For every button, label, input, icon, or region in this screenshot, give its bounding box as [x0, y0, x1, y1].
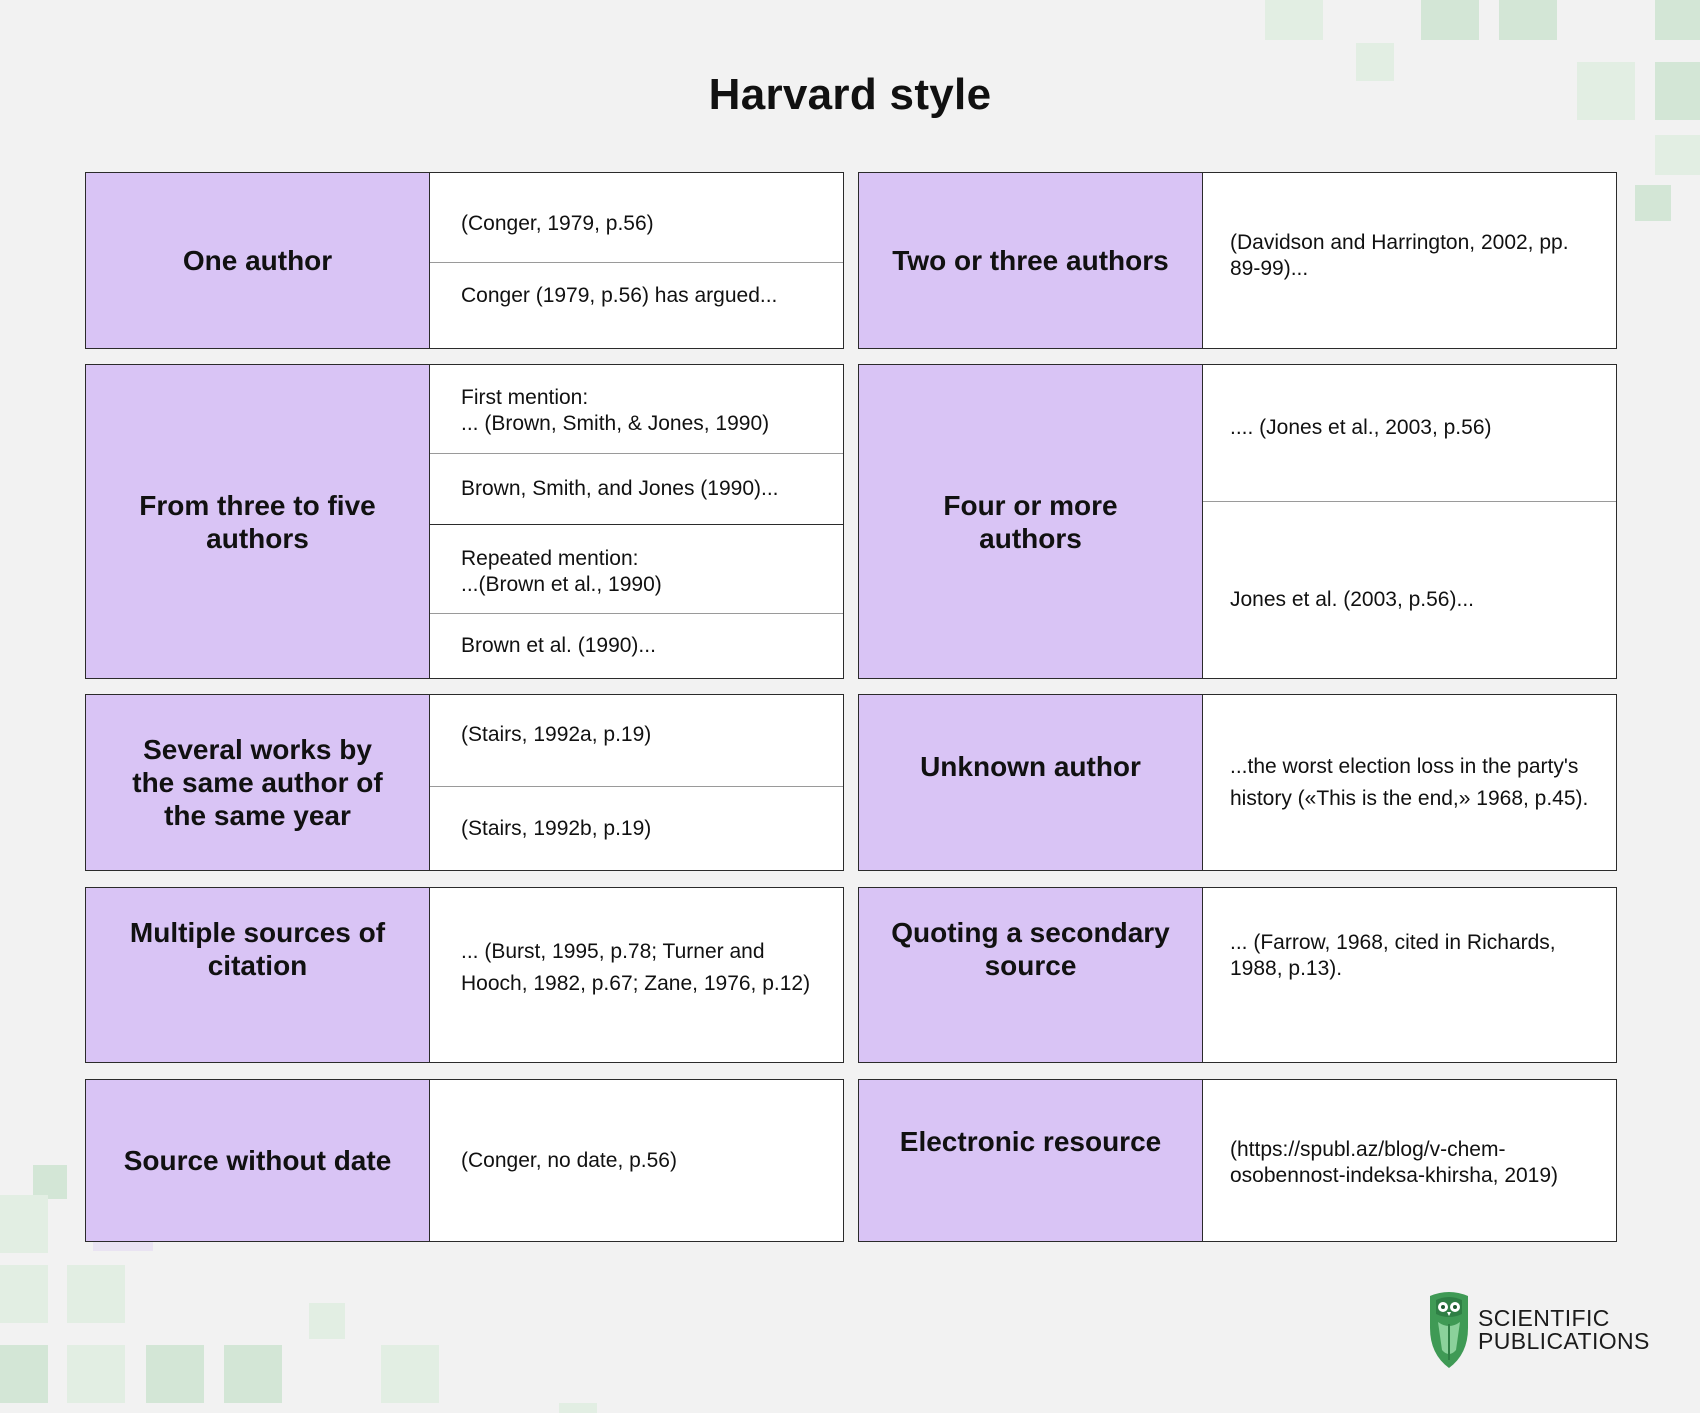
card-label: Multiple sources of citation — [86, 888, 430, 1062]
card-label: Electronic resource — [859, 1080, 1203, 1241]
decor-square — [224, 1345, 282, 1403]
citation-example: Conger (1979, p.56) has argued... — [430, 262, 843, 348]
decor-square — [67, 1345, 125, 1403]
citation-example: Jones et al. (2003, p.56)... — [1203, 501, 1616, 678]
card-electronic-resource — [858, 1079, 1617, 1242]
owl-shield-icon — [1426, 1290, 1472, 1370]
card-source-without-date — [85, 1079, 844, 1242]
card-multiple-sources — [85, 887, 844, 1063]
card-label: One author — [86, 173, 430, 348]
brand-logo — [1426, 1290, 1650, 1370]
card-two-three-authors — [858, 172, 1617, 349]
card-label: Unknown author — [859, 695, 1203, 870]
decor-square — [0, 1265, 48, 1323]
card-secondary-source — [858, 887, 1617, 1063]
citation-example: .... (Jones et al., 2003, p.56) — [1230, 416, 1492, 439]
citation-example: ...the worst election loss in the party's history («This is the end,» 1968, p.45). — [1230, 754, 1589, 810]
decor-square — [1421, 0, 1479, 40]
citation-example: (Davidson and Harrington, 2002, pp. 89-99)... — [1230, 230, 1569, 280]
card-label: From three to five authors — [86, 365, 430, 678]
citation-example: (Conger, no date, p.56) — [461, 1148, 677, 1172]
decor-square — [0, 1195, 48, 1253]
decor-square — [33, 1165, 67, 1199]
card-three-to-five-authors — [85, 364, 844, 679]
card-one-author — [85, 172, 844, 349]
card-label: Two or three authors — [859, 173, 1203, 348]
decor-square — [1655, 0, 1700, 40]
decor-square — [309, 1303, 345, 1339]
citation-example: Brown et al. (1990)... — [430, 613, 843, 678]
card-unknown-author — [858, 694, 1617, 871]
citation-example: Brown, Smith, and Jones (1990)... — [430, 453, 843, 524]
citation-example: (Stairs, 1992b, p.19) — [430, 786, 843, 870]
page-title: Harvard style — [708, 70, 992, 119]
citation-example: (https://spubl.az/blog/v-chem-osobennost-indeksa-khirsha, 2019) — [1230, 1137, 1559, 1187]
decor-square — [67, 1265, 125, 1323]
citation-example: (Conger, 1979, p.56) — [461, 211, 654, 235]
citation-example: (Stairs, 1992a, p.19) — [461, 722, 652, 746]
card-label: Several works by the same author of the same year — [86, 695, 430, 870]
citation-example: ... (Farrow, 1968, cited in Richards, 1988, p.13). — [1230, 931, 1556, 980]
decor-square — [146, 1345, 204, 1403]
card-label: Source without date — [86, 1080, 430, 1241]
logo-text-line1: SCIENTIFIC — [1478, 1305, 1610, 1331]
decor-square — [559, 1403, 597, 1413]
card-four-or-more-authors — [858, 364, 1617, 679]
decor-square — [1499, 0, 1557, 40]
decor-square — [1635, 185, 1671, 221]
citation-example: Repeated mention: ...(Brown et al., 1990) — [430, 524, 843, 613]
card-several-works — [85, 694, 844, 871]
decor-square — [1265, 0, 1323, 40]
decor-square — [381, 1345, 439, 1403]
citation-example: ... (Burst, 1995, p.78; Turner and Hooch, 1982, p.67; Zane, 1976, p.12) — [461, 940, 811, 995]
decor-square — [1655, 135, 1700, 175]
card-label: Quoting a secondary source — [859, 888, 1203, 1062]
citation-example: First mention: ... (Brown, Smith, & Jones, 1990) — [461, 386, 770, 435]
card-label: Four or more authors — [859, 365, 1203, 678]
decor-square — [0, 1345, 48, 1403]
logo-text-line2: PUBLICATIONS — [1478, 1328, 1650, 1354]
